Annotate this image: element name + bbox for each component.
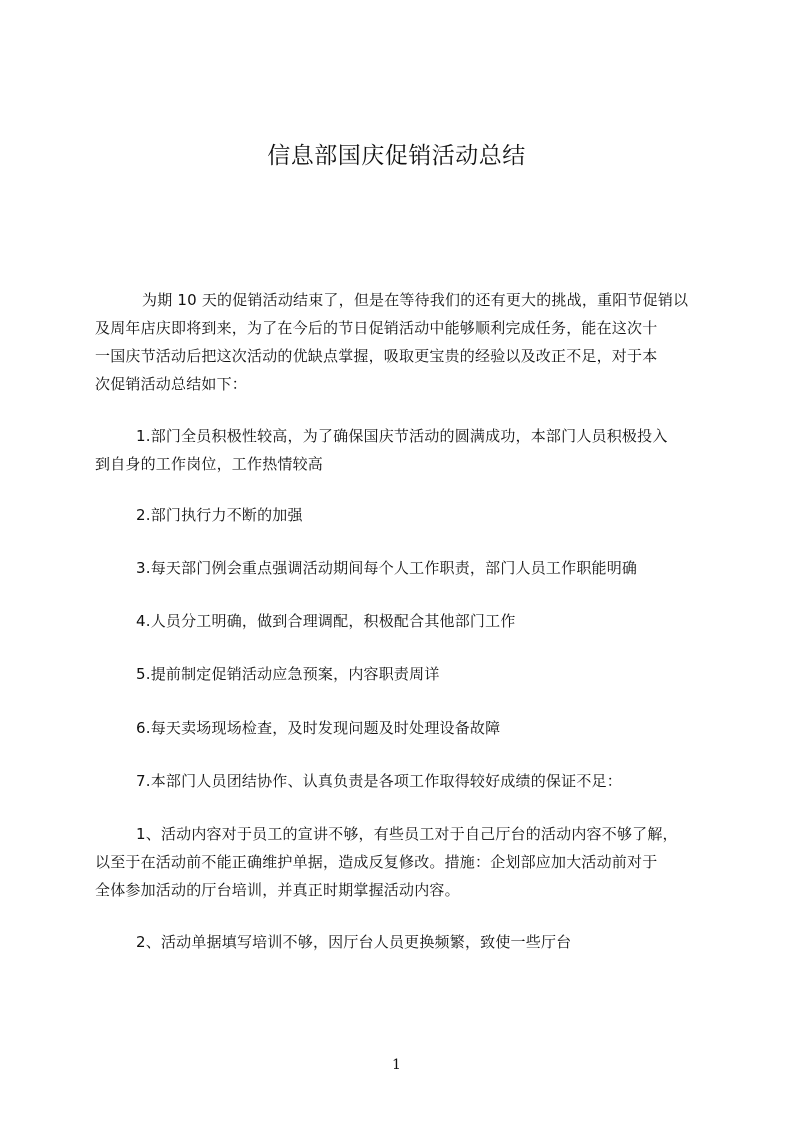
- issue-item-1-line-3: 全体参加活动的厅台培训，并真正时期掌握活动内容。: [95, 881, 460, 899]
- intro-line-4: 次促销活动总结如下：: [95, 375, 248, 393]
- issue-item-1-line-1: 1、活动内容对于员工的宣讲不够，有些员工对于自己厅台的活动内容不够了解，: [136, 825, 678, 843]
- list-item-1-line-1: 1.部门全员积极性较高，为了确保国庆节活动的圆满成功，本部门人员积极投入: [136, 427, 668, 445]
- intro-line-1: 为期 10 天的促销活动结束了，但是在等待我们的还有更大的挑战，重阳节促销以: [142, 291, 689, 309]
- list-item-6: 6.每天卖场现场检查，及时发现问题及时处理设备故障: [136, 719, 501, 737]
- list-item-2: 2.部门执行力不断的加强: [136, 506, 303, 524]
- list-item-3: 3.每天部门例会重点强调活动期间每个人工作职责，部门人员工作职能明确: [136, 559, 638, 577]
- list-item-1-line-2: 到自身的工作岗位，工作热情较高: [95, 455, 324, 473]
- intro-line-2: 及周年店庆即将到来，为了在今后的节日促销活动中能够顺利完成任务，能在这次十: [95, 319, 658, 337]
- page-number: 1: [392, 1057, 401, 1073]
- document-title: 信息部国庆促销活动总结: [267, 143, 526, 169]
- list-item-4: 4.人员分工明确，做到合理调配，积极配合其他部门工作: [136, 612, 516, 630]
- list-item-5: 5.提前制定促销活动应急预案，内容职责周详: [136, 665, 440, 683]
- list-item-7: 7.本部门人员团结协作、认真负责是各项工作取得较好成绩的保证不足：: [136, 772, 622, 790]
- issue-item-2: 2、活动单据填写培训不够，因厅台人员更换频繁，致使一些厅台: [136, 933, 572, 951]
- issue-item-1-line-2: 以至于在活动前不能正确维护单据，造成反复修改。措施：企划部应加大活动前对于: [95, 853, 658, 871]
- intro-line-3: 一国庆节活动后把这次活动的优缺点掌握，吸取更宝贵的经验以及改正不足，对于本: [95, 347, 658, 365]
